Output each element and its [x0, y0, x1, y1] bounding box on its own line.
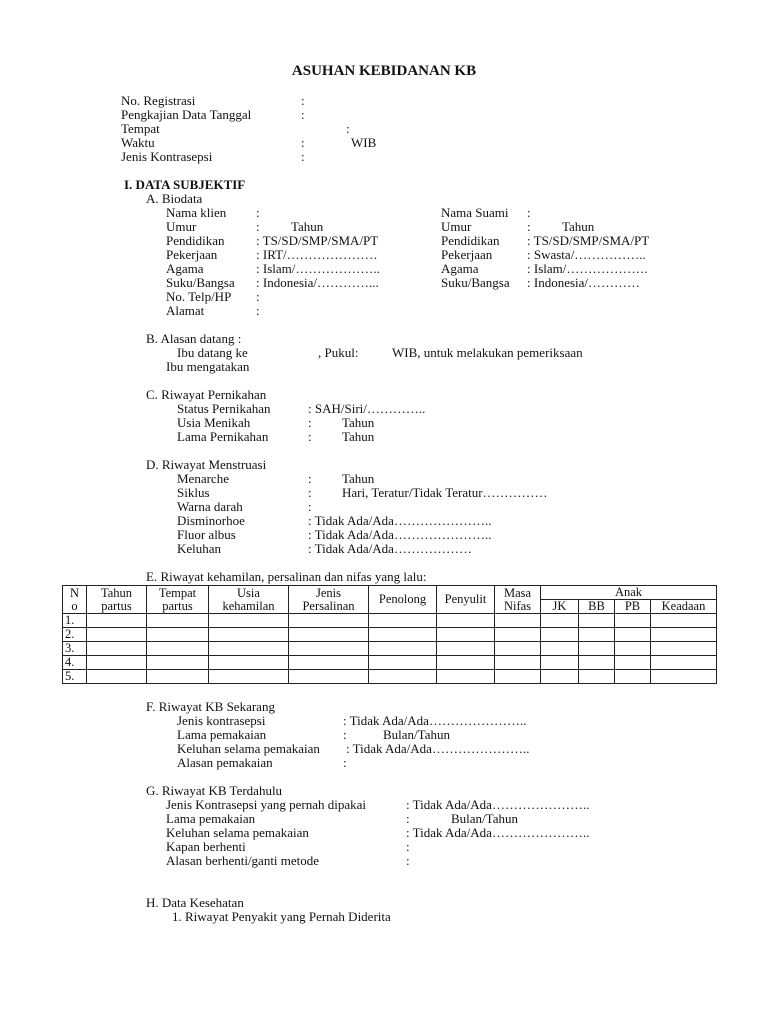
field-colon: : [301, 135, 305, 150]
table-cell[interactable] [651, 670, 717, 684]
row-value: : [308, 485, 312, 500]
biodata-label: Pendidikan [166, 233, 225, 248]
table-cell[interactable] [437, 628, 495, 642]
row-unit: Tahun [342, 415, 375, 430]
biodata-label: Nama klien [166, 205, 227, 220]
table-cell[interactable] [579, 628, 615, 642]
row-label: Keluhan selama pemakaian [177, 741, 320, 756]
subsection-heading: D. Riwayat Menstruasi [146, 457, 267, 472]
row-label: Disminorhoe [177, 513, 245, 528]
row-unit: Hari, Teratur/Tidak Teratur…………… [342, 485, 548, 500]
table-cell[interactable] [289, 614, 369, 628]
table-cell[interactable] [651, 642, 717, 656]
field-colon: : [301, 93, 305, 108]
field-label: Jenis Kontrasepsi [121, 149, 213, 164]
table-cell[interactable] [579, 670, 615, 684]
col-anak: Anak [541, 586, 717, 600]
col-usia-kehamilan [209, 586, 289, 614]
row-label: Lama pemakaian [166, 811, 256, 826]
table-cell[interactable] [437, 614, 495, 628]
table-cell[interactable] [87, 614, 147, 628]
table-row [63, 628, 717, 642]
field-label: No. Registrasi [121, 93, 196, 108]
table-cell[interactable] [651, 628, 717, 642]
table-cell[interactable] [495, 642, 541, 656]
col-masa-nifas [495, 586, 541, 614]
alasan-text: Ibu datang ke [177, 345, 248, 360]
row-value: : Tidak Ada/Ada………………….. [406, 825, 590, 840]
biodata-label: Suku/Bangsa [166, 275, 235, 290]
col-line1: Jenis [316, 585, 341, 600]
col-no [63, 586, 87, 614]
table-cell[interactable] [615, 628, 651, 642]
subsection-heading: H. Data Kesehatan [146, 895, 244, 910]
field-colon: : [301, 149, 305, 164]
row-label: Keluhan selama pemakaian [166, 825, 309, 840]
row-label: Usia Menikah [177, 415, 251, 430]
row-label: Kapan berhenti [166, 839, 246, 854]
biodata-value: : [256, 289, 260, 304]
table-cell[interactable] [495, 614, 541, 628]
row-unit: Bulan/Tahun [383, 727, 450, 742]
col-line2: Nifas [503, 598, 532, 613]
kehamilan-table [62, 585, 717, 684]
row-value: : [308, 471, 312, 486]
row-value: : [343, 755, 347, 770]
biodata-unit: Tahun [562, 219, 595, 234]
table-cell[interactable] [579, 642, 615, 656]
table-cell[interactable] [289, 642, 369, 656]
table-cell[interactable] [615, 670, 651, 684]
table-cell[interactable] [615, 642, 651, 656]
row-label: Jenis kontrasepsi [177, 713, 266, 728]
table-cell[interactable] [437, 656, 495, 670]
row-label: Alasan pemakaian [177, 755, 273, 770]
biodata-value: : Islam/……………….. [256, 261, 380, 276]
row-value: : [308, 499, 312, 514]
row-value: : Tidak Ada/Ada………………….. [406, 797, 590, 812]
row-unit: Tahun [342, 429, 375, 444]
biodata-label: No. Telp/HP [166, 289, 232, 304]
col-keadaan: Keadaan [651, 600, 717, 614]
biodata-label: Nama Suami [441, 205, 509, 220]
table-cell[interactable] [541, 628, 579, 642]
field-colon: : [301, 107, 305, 122]
alasan-text: , Pukul: [318, 345, 359, 360]
table-cell[interactable] [579, 614, 615, 628]
col-line1: Masa [503, 585, 532, 600]
biodata-label: Suku/Bangsa [441, 275, 510, 290]
row-number: 1. [63, 614, 87, 628]
row-label: Warna darah [177, 499, 243, 514]
biodata-value: : IRT/………………… [256, 247, 378, 262]
table-cell[interactable] [87, 642, 147, 656]
row-value: : [406, 853, 410, 868]
biodata-value: : [256, 205, 260, 220]
table-cell[interactable] [209, 628, 289, 642]
row-label: Menarche [177, 471, 229, 486]
row-value: : Tidak Ada/Ada……………… [308, 541, 472, 556]
row-value: : [308, 429, 312, 444]
col-line2: Persalinan [302, 598, 355, 613]
field-label: Waktu [121, 135, 155, 150]
row-label: Lama Pernikahan [177, 429, 269, 444]
table-cell[interactable] [209, 642, 289, 656]
col-line2: partus [162, 598, 193, 613]
table-cell[interactable] [495, 656, 541, 670]
table-cell[interactable] [651, 656, 717, 670]
col-bb: BB [579, 600, 615, 614]
row-value: : Tidak Ada/Ada………………….. [308, 527, 492, 542]
row-label: Siklus [177, 485, 210, 500]
row-label: Status Pernikahan [177, 401, 271, 416]
table-row [63, 656, 717, 670]
col-line2: kehamilan [222, 598, 275, 613]
subsection-heading: G. Riwayat KB Terdahulu [146, 783, 283, 798]
table-cell[interactable] [209, 670, 289, 684]
table-cell[interactable] [495, 628, 541, 642]
table-cell[interactable] [437, 642, 495, 656]
table-cell[interactable] [579, 656, 615, 670]
row-label: Alasan berhenti/ganti metode [166, 853, 320, 868]
col-jk: JK [541, 600, 579, 614]
biodata-value: : [256, 219, 260, 234]
table-cell[interactable] [369, 656, 437, 670]
row-unit: Tahun [342, 471, 375, 486]
col-line1: Usia [237, 585, 260, 600]
col-no-line2: o [71, 598, 78, 613]
col-penolong: Penolong [369, 586, 437, 614]
table-row [63, 614, 717, 628]
biodata-label: Agama [441, 261, 479, 276]
biodata-value: : [527, 205, 531, 220]
biodata-value: : TS/SD/SMP/SMA/PT [527, 233, 650, 248]
row-number: 2. [63, 628, 87, 642]
row-value: : [406, 811, 410, 826]
table-cell[interactable] [437, 670, 495, 684]
biodata-value: : [256, 303, 260, 318]
biodata-value: : [527, 219, 531, 234]
subsection-heading: A. Biodata [146, 191, 203, 206]
table-cell[interactable] [209, 614, 289, 628]
col-penyulit: Penyulit [437, 586, 495, 614]
row-value: : Tidak Ada/Ada………………….. [343, 713, 527, 728]
table-cell[interactable] [541, 670, 579, 684]
table-cell[interactable] [369, 628, 437, 642]
section-heading: I. DATA SUBJEKTIF [124, 177, 246, 192]
table-row [63, 642, 717, 656]
document-title: ASUHAN KEBIDANAN KB [291, 63, 477, 79]
col-tahun-partus [87, 586, 147, 614]
table-cell[interactable] [615, 614, 651, 628]
col-pb: PB [615, 600, 651, 614]
biodata-label: Agama [166, 261, 204, 276]
table-cell[interactable] [289, 670, 369, 684]
row-label: Jenis Kontrasepsi yang pernah dipakai [166, 797, 367, 812]
table-cell[interactable] [209, 656, 289, 670]
table-cell[interactable] [541, 642, 579, 656]
table-cell[interactable] [615, 656, 651, 670]
row-value: : [308, 415, 312, 430]
row-value: : SAH/Siri/………….. [308, 401, 426, 416]
biodata-value: : Islam/………………. [527, 261, 648, 276]
alasan-text: WIB, untuk melakukan pemeriksaan [392, 345, 583, 360]
biodata-label: Pekerjaan [166, 247, 218, 262]
table-row [63, 670, 717, 684]
table-cell[interactable] [495, 670, 541, 684]
biodata-label: Umur [166, 219, 197, 234]
table-cell[interactable] [147, 642, 209, 656]
row-number: 5. [63, 670, 87, 684]
field-colon: : [346, 121, 350, 136]
biodata-value: : TS/SD/SMP/SMA/PT [256, 233, 379, 248]
table-cell[interactable] [541, 614, 579, 628]
table-cell[interactable] [541, 656, 579, 670]
col-jenis-persalinan [289, 586, 369, 614]
col-line2: partus [101, 598, 132, 613]
table-cell[interactable] [369, 614, 437, 628]
row-value: : Tidak Ada/Ada………………….. [308, 513, 492, 528]
col-tempat-partus [147, 586, 209, 614]
subsection-heading: B. Alasan datang : [146, 331, 242, 346]
row-unit: Bulan/Tahun [451, 811, 518, 826]
col-no-line1: N [69, 585, 80, 600]
row-label: Keluhan [177, 541, 222, 556]
table-cell[interactable] [369, 670, 437, 684]
biodata-label: Pendidikan [441, 233, 500, 248]
table-cell[interactable] [147, 628, 209, 642]
field-label: Tempat [121, 121, 160, 136]
table-cell[interactable] [87, 656, 147, 670]
biodata-value: : Indonesia/…………... [256, 275, 379, 290]
biodata-unit: Tahun [291, 219, 324, 234]
field-value: WIB [351, 135, 377, 150]
table-cell[interactable] [87, 670, 147, 684]
biodata-value: : Indonesia/………… [527, 275, 641, 290]
subsection-heading: F. Riwayat KB Sekarang [146, 699, 275, 714]
col-line1: Tahun [100, 585, 133, 600]
table-header-row [63, 586, 717, 600]
biodata-value: : Swasta/…………….. [527, 247, 646, 262]
table-cell[interactable] [289, 628, 369, 642]
row-value: : Tidak Ada/Ada………………….. [346, 741, 530, 756]
biodata-label: Alamat [166, 303, 205, 318]
subsection-heading: C. Riwayat Pernikahan [146, 387, 267, 402]
col-line1: Tempat [158, 585, 197, 600]
field-label: Pengkajian Data Tanggal [121, 107, 252, 122]
table-cell[interactable] [147, 614, 209, 628]
alasan-text: Ibu mengatakan [166, 359, 250, 374]
table-cell[interactable] [87, 628, 147, 642]
biodata-label: Umur [441, 219, 472, 234]
subsection-heading: E. Riwayat kehamilan, persalinan dan nifas yang lalu: [146, 569, 427, 584]
row-number: 3. [63, 642, 87, 656]
biodata-label: Pekerjaan [441, 247, 493, 262]
row-value: : [406, 839, 410, 854]
table-cell[interactable] [369, 642, 437, 656]
table-cell[interactable] [289, 656, 369, 670]
row-value: : [343, 727, 347, 742]
table-cell[interactable] [147, 656, 209, 670]
row-number: 4. [63, 656, 87, 670]
table-cell[interactable] [651, 614, 717, 628]
row-label: Lama pemakaian [177, 727, 267, 742]
list-item: 1. Riwayat Penyakit yang Pernah Diderita [172, 909, 391, 924]
row-label: Fluor albus [177, 527, 236, 542]
table-cell[interactable] [147, 670, 209, 684]
